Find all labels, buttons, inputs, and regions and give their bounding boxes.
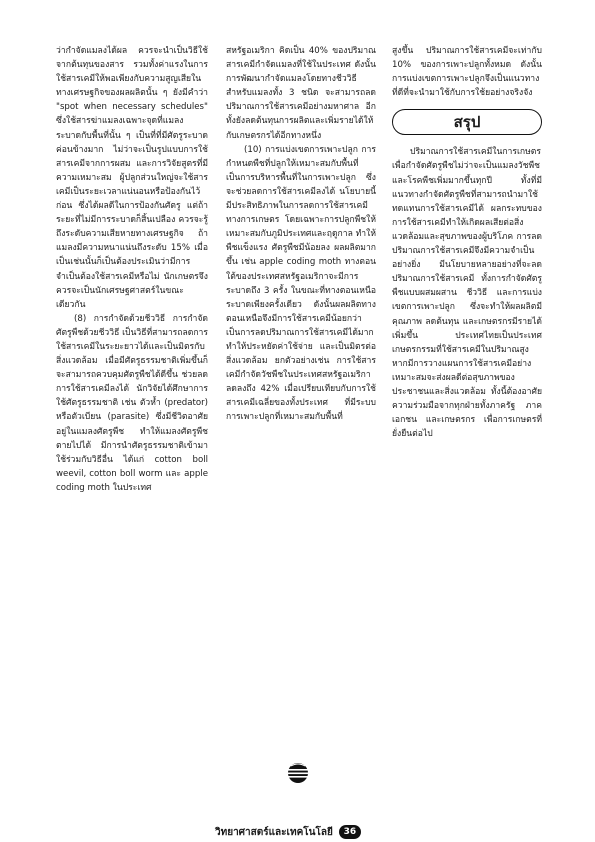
column-left [56, 44, 208, 495]
page-footer [215, 824, 361, 840]
paragraph: สูงขึ้น ปริมาณการใช้สารเคมีจะเท่ากับ 10% ของการเพาะปลูกทั้งหมด ดังนั้นการแบ่งเขตการเพาะปลูกจึงเป็นแนวทางที่ดีที่จะนำมาใช้กับการใช้ยอย่างจริงจัง [392, 46, 542, 99]
paragraph: ปริมาณการใช้สารเคมีในการเกษตรเพื่อกำจัดศัตรูพืชไม่ว่าจะเป็นแมลงวัชพืช และโรคพืชเพิ่มมากขึ้นทุกปี ทั้งที่มีแนวทางกำจัดศัตรูพืชที่สามารถนำมาใช้ทดแทนการใช้สารเคมีได้ ผลกระทบของการใช้สารเคมีทำให้เกิดผลเสียต่อสิ่งแวดล้อมและสุขภาพของผู้บริโภค การลดปริมาณการใช้สารเคมีจึงมีความจำเป็นอย่างยิ่ง มีนโยบายหลายอย่างที่จะลดปริมาณการใช้สารเคมี ทั้งการกำจัดศัตรูพืชแบบผสมผสาน ชีววิธี และการแบ่งเขตการเพาะปลูก ซึ่งจะทำให้ผลผลิตมีคุณภาพ ลดต้นทุน และเกษตรกรมีรายได้เพิ่มขึ้น ประเทศไทยเป็นประเทศเกษตรกรรมที่ใช้สารเคมีในปริมาณสูง หากมีการวางแผนการใช้สารเคมีอย่างเหมาะสมจะส่งผลดีต่อสุขภาพของประชาชนและสิ่งแวดล้อม ทั้งนี้ต้องอาศัยความร่วมมือจากทุกฝ่ายทั้งภาครัฐ ภาคเอกชน และเกษตรกร เพื่อการเกษตรที่ยั่งยืนต่อไป [392, 147, 542, 440]
paragraph: (8) การกำจัดด้วยชีววิธี การกำจัดศัตรูพืชด้วยชีววิธี เป็นวิธีที่สามารถลดการใช้สารเคมีในระยะยาวได้และเป็นมิตรกับสิ่งแวดล้อม เมื่อมีศัตรูธรรมชาติเพิ่มขึ้นก็จะสามารถควบคุมศัตรูพืชได้ดีขึ้น ช่วยลดการใช้สารเคมีลงได้ นักวิจัยได้ศึกษาการใช้ศัตรูธรรมชาติ เช่น ตัวห้ำ (predator) หรือตัวเบียน (parasite) ซึ่งมีชีวิตอาศัยอยู่ในแมลงศัตรูพืช ทำให้แมลงศัตรูพืชตายไปได้ มีการนำศัตรูธรรมชาติเข้ามาใช้ร่วมกับวิธีอื่น ได้แก่ cotton boll weevil, cotton boll worm และ apple coding moth ในประเทศ [56, 313, 208, 493]
paragraph: สหรัฐอเมริกา คิดเป็น 40% ของปริมาณสารเคมีกำจัดแมลงที่ใช้ในประเทศ ดังนั้นการพัฒนากำจัดแมลงโดยทางชีววิธีสำหรับแมลงทั้ง 3 ชนิด จะสามารถลดปริมาณการใช้สารเคมีอย่างมหาศาล อีกทั้งยังลดต้นทุนการผลิตและเพิ่มรายได้ให้กับเกษตรกรได้อีกทางหนึ่ง [226, 46, 376, 141]
footer-title: วิทยาศาสตร์และเทคโนโลยี [215, 826, 333, 838]
paragraph: (10) การแบ่งเขตการเพาะปลูก การกำหนดพืชที่ปลูกให้เหมาะสมกับพื้นที่ เป็นการบริหารพื้นที่ในการเพาะปลูก ซึ่งจะช่วยลดการใช้สารเคมีลงได้ นโยบายนี้มีประสิทธิภาพในการลดการใช้สารเคมีทางการเกษตร โดยเฉพาะการปลูกพืชให้เหมาะสมกับภูมิประเทศและฤดูกาล ทำให้พืชแข็งแรง ศัตรูพืชมีน้อยลง ผลผลิตมากขึ้น เช่น apple coding moth ทางตอนใต้ของประเทศสหรัฐอเมริกาจะมีการระบาดถึง 3 ครั้ง ในขณะที่ทางตอนเหนือระบาดเพียงครั้งเดียว ดังนั้นผลผลิตทางตอนเหนือจึงมีการใช้สารเคมีน้อยกว่า เป็นการลดปริมาณการใช้สารเคมีได้มาก ทำให้ประหยัดค่าใช้จ่าย และเป็นมิตรต่อสิ่งแวดล้อม ยกตัวอย่างเช่น การใช้สารเคมีกำจัดวัชพืชในประเทศสหรัฐอเมริกาลดลงถึง 42% เมื่อเปรียบเทียบกับการใช้สารเคมีเฉลี่ยของทั้งประเทศ ที่มีระบบการเพาะปลูกที่เหมาะสมกับพื้นที่ [226, 144, 376, 423]
column-middle [226, 44, 376, 425]
globe-emblem-icon [287, 762, 309, 784]
column-right [392, 44, 542, 441]
paragraph: ว่ากำจัดแมลงได้ผล ควรจะนำเป็นวิธีใช้จากต้นทุนของสาร รวมทั้งค่าแรงในการใช้สารเคมีให้พอเพียงกับความสูญเสียในทางเศรษฐกิจของผลผลิตนั้น ๆ ยังมีคำว่า "spot when necessary schedules" ซึ่งใช้สารฆ่าแมลงเฉพาะจุดที่แมลงระบาดกับพื้นที่นั้น ๆ เป็นที่ที่มีศัตรูระบาดค่อนข้างมาก ไม่ว่าจะเป็นรูปแบบการใช้สารเคมีจากการผสม และการวิจัยสูตรที่มีความเหมาะสม ผู้ปลูกส่วนใหญ่จะใช้สารเคมีเป็นระยะเวลาแน่นอนหรือป้องกันไว้ก่อน ซึ่งได้ผลดีในการป้องกันศัตรู แต่ถ้าระยะที่ไม่มีการระบาดก็สิ้นเปลือง ควรจะรู้ถึงระดับความเสียหายทางเศรษฐกิจ ถ้าแมลงมีความหนาแน่นถึงระดับ 15% เมื่อเป็นเช่นนั้นก็เป็นต้องประเมินว่ามีการจำเป็นต้องใช้สารเคมีหรือไม่ นักเกษตรจึงควรจะเป็นนักเศรษฐศาสตร์ในขณะเดียวกัน [56, 46, 208, 310]
section-heading-box [392, 109, 542, 135]
page-number: 36 [339, 825, 361, 839]
section-heading: สรุป [453, 113, 481, 132]
